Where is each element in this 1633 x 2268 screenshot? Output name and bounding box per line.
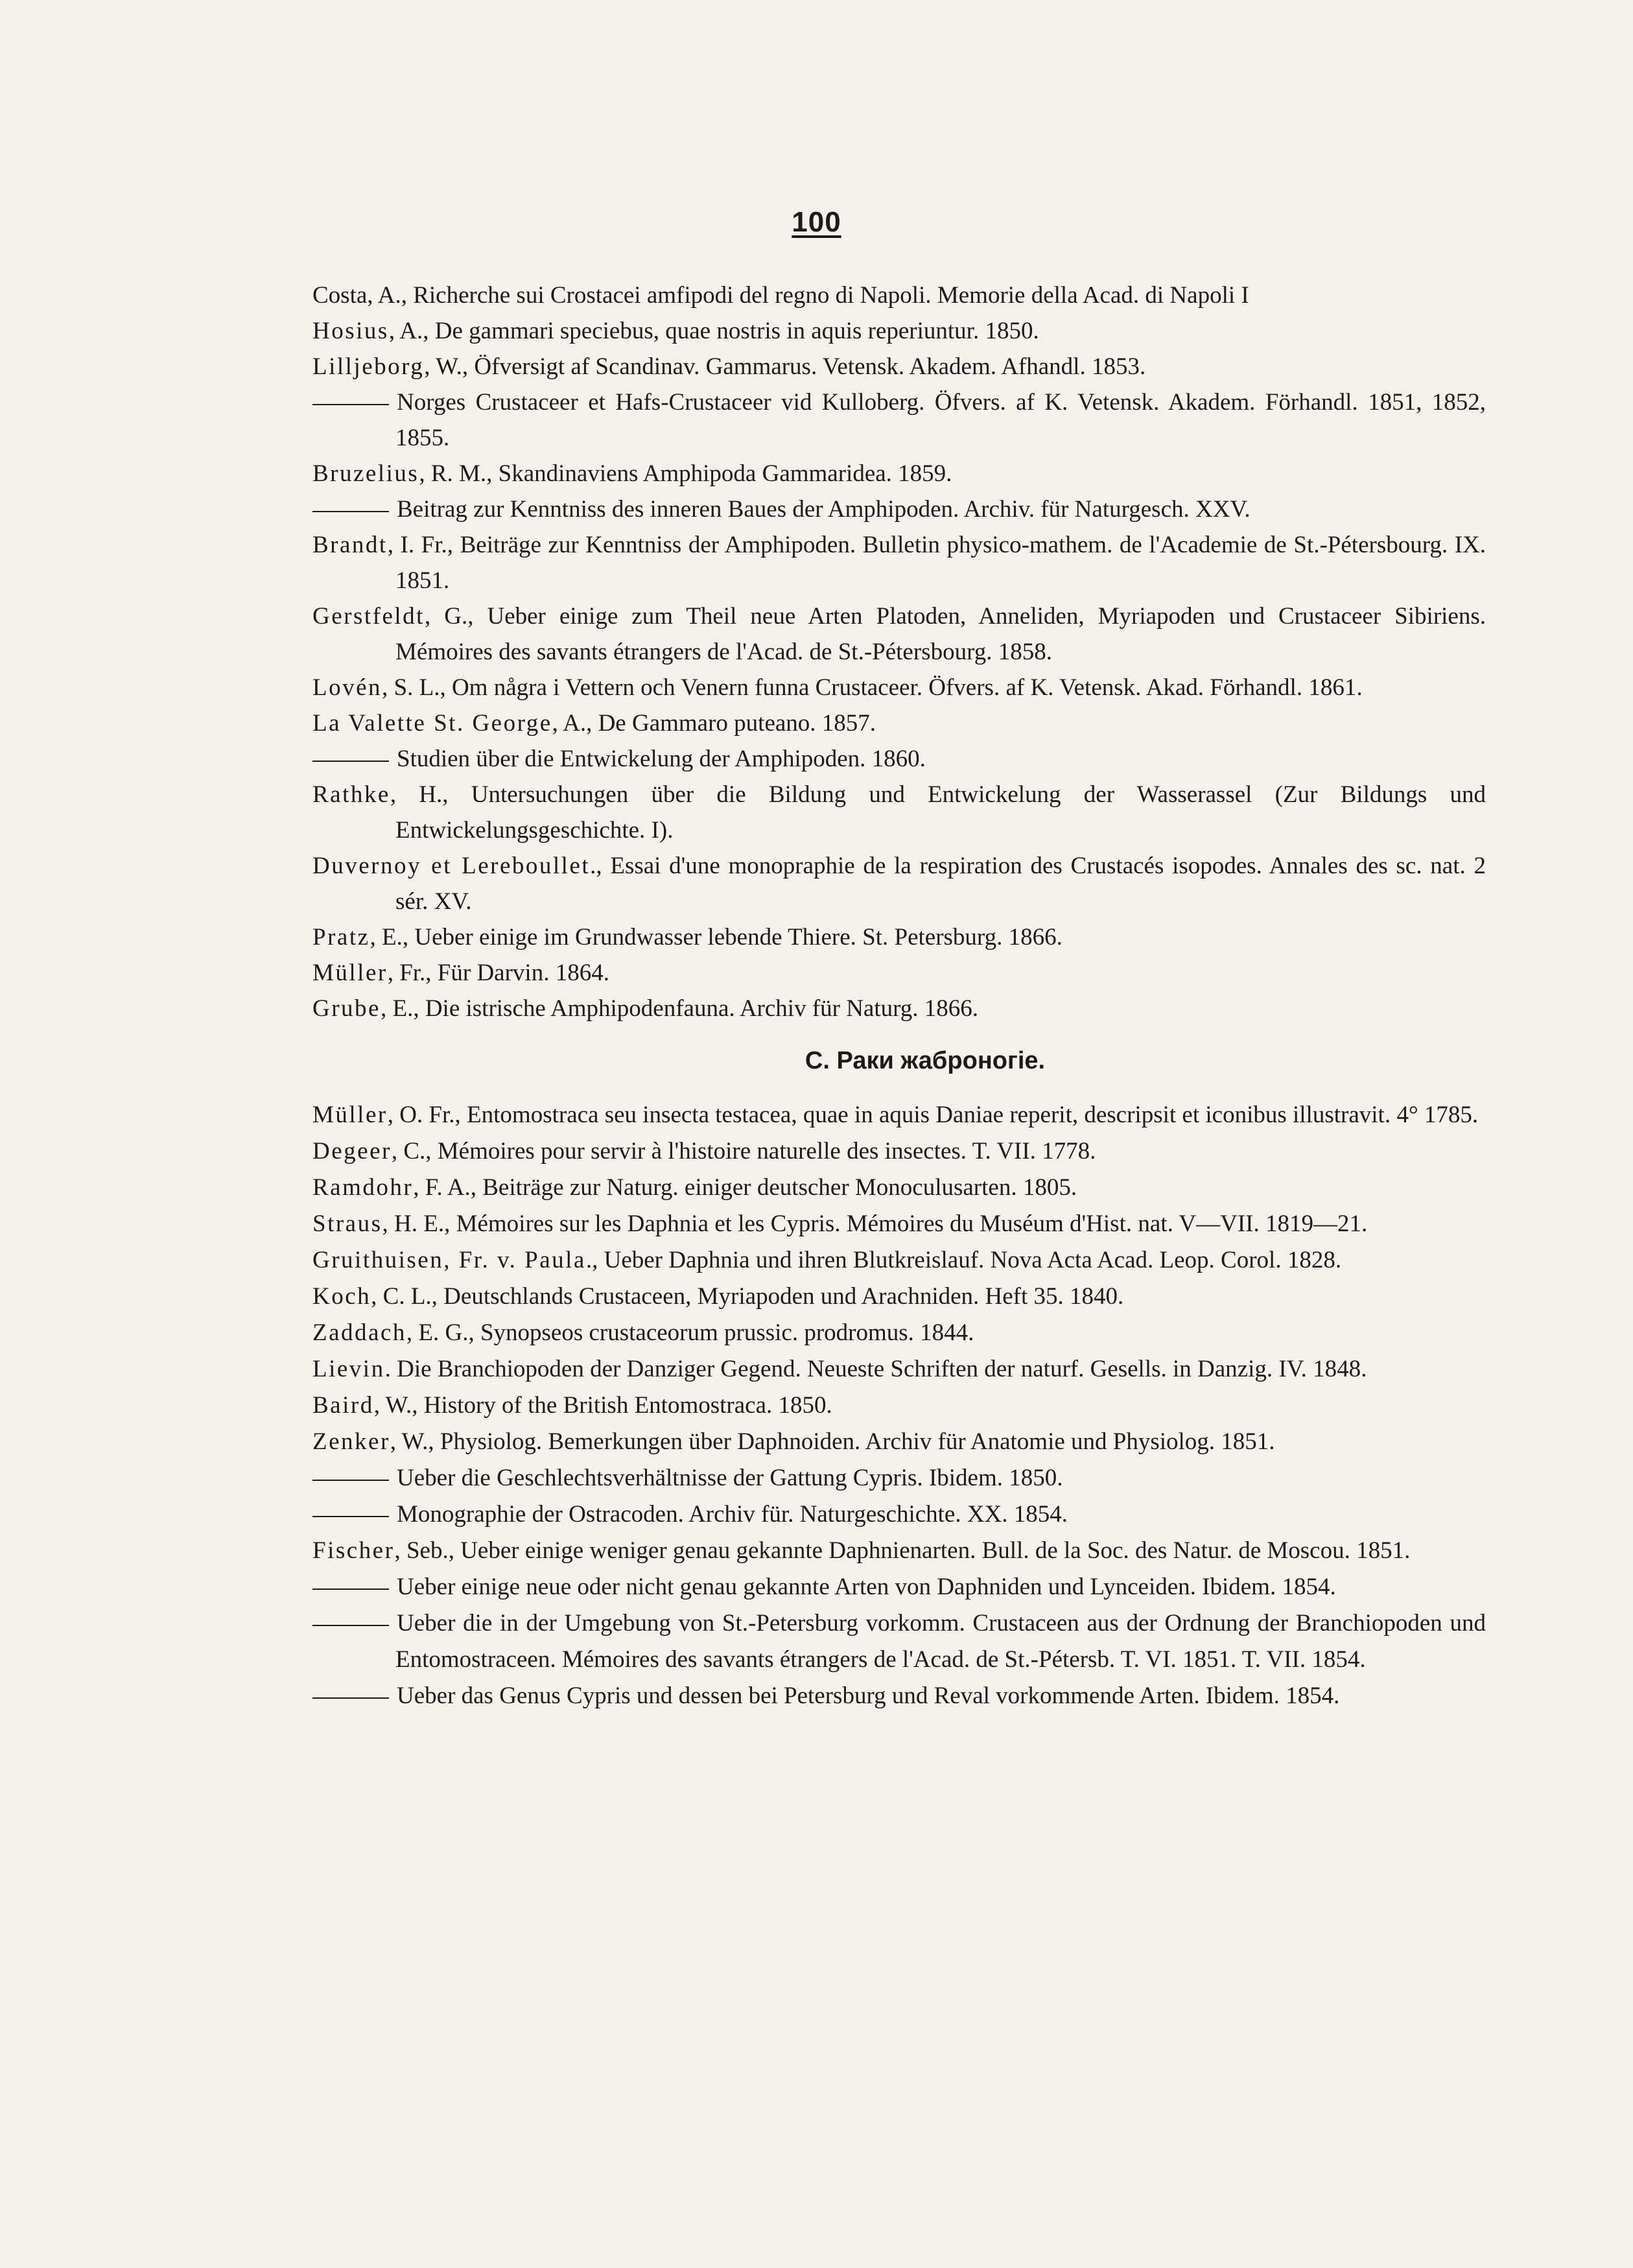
reference-entry	[312, 1170, 1486, 1206]
ditto-dash	[312, 1589, 389, 1590]
reference-author: Hosius	[312, 318, 389, 344]
reference-list-branchiopoda	[312, 1097, 1486, 1714]
reference-text: , Seb., Ueber einige weniger genau gekannte Daphnienarten. Bull. de la Soc. des Natur. de Moscou. 1851.	[394, 1537, 1411, 1564]
reference-text: , W., Physiolog. Bemerkungen über Daphnoiden. Archiv für Anatomie und Physiolog. 1851.	[390, 1428, 1275, 1455]
ditto-dash	[312, 1625, 389, 1626]
ditto-dash	[312, 1516, 389, 1517]
reference-text: , E., Die istrische Amphipodenfauna. Archiv für Naturg. 1866.	[380, 995, 979, 1022]
reference-text: , W., Öfversigt af Scandinav. Gammarus. Vetensk. Akadem. Afhandl. 1853.	[424, 353, 1146, 380]
reference-text: ., Ueber Daphnia und ihren Blutkreislauf. Nova Acta Acad. Leop. Corol. 1828.	[585, 1247, 1342, 1273]
reference-entry	[312, 598, 1486, 670]
reference-entry	[312, 384, 1486, 456]
reference-author: Zenker	[312, 1428, 390, 1455]
reference-entry	[312, 1133, 1486, 1170]
ditto-dash	[312, 1697, 389, 1699]
bibliography-column	[312, 278, 1486, 1714]
reference-entry	[312, 777, 1486, 848]
reference-entry	[312, 278, 1486, 313]
reference-author: Baird	[312, 1392, 374, 1419]
reference-author: Rathke	[312, 781, 390, 808]
reference-text: , C. L., Deutschlands Crustaceen, Myriapoden und Arachniden. Heft 35. 1840.	[371, 1283, 1124, 1310]
reference-text: , I. Fr., Beiträge zur Kenntniss der Amphipoden. Bulletin physico-mathem. de l'Academie de St.-Pétersbourg. IX. 1851.	[387, 532, 1486, 594]
reference-author: Gerstfeldt	[312, 603, 425, 630]
reference-text: , H., Untersuchungen über die Bildung und Entwickelung der Wasserassel (Zur Bildungs und Entwickelungsgeschichte. I).	[390, 781, 1486, 844]
reference-text: Ueber das Genus Cypris und dessen bei Petersburg und Reval vorkommende Arten. Ibidem. 1854.	[397, 1683, 1340, 1709]
reference-entry	[312, 1097, 1486, 1133]
reference-entry	[312, 1460, 1486, 1496]
reference-text: , C., Mémoires pour servir à l'histoire naturelle des insectes. T. VII. 1778.	[391, 1138, 1096, 1164]
reference-author: Straus	[312, 1211, 382, 1237]
ditto-dash	[312, 1480, 389, 1481]
reference-author: Lievin	[312, 1356, 385, 1382]
reference-text: Costa, A., Richerche sui Crostacei amfipodi del regno di Napoli. Memorie della Acad. di Napoli I	[312, 282, 1249, 309]
page-number: 100	[792, 206, 841, 238]
reference-author: Duvernoy et Lereboullet	[312, 853, 591, 879]
reference-entry	[312, 1388, 1486, 1424]
reference-text: Ueber einige neue oder nicht genau gekannte Arten von Daphniden und Lynceiden. Ibidem. 1854.	[397, 1574, 1336, 1600]
reference-text: , A., De gammari speciebus, quae nostris in aquis reperiuntur. 1850.	[388, 318, 1039, 344]
reference-text: Norges Crustaceer et Hafs-Crustaceer vid Kulloberg. Öfvers. af K. Vetensk. Akadem. Förhandl. 1851, 1852, 1855.	[395, 389, 1486, 451]
reference-entry	[312, 1279, 1486, 1315]
reference-text: , E. G., Synopseos crustaceorum prussic. prodromus. 1844.	[406, 1319, 974, 1346]
reference-entry	[312, 1315, 1486, 1351]
reference-author: Gruithuisen, Fr. v. Paula	[312, 1247, 586, 1273]
section-heading: C. Раки жаброногіе.	[805, 1047, 1046, 1074]
reference-entry	[312, 1496, 1486, 1533]
reference-author: Degeer	[312, 1138, 392, 1164]
reference-author: Brandt	[312, 532, 388, 558]
reference-text: , G., Ueber einige zum Theil neue Arten Platoden, Anneliden, Myriapoden und Crustaceer Sibiriens. Mémoires des savants étrangers de l'Acad. de St.-Pétersbourg. 1858.	[395, 603, 1486, 665]
reference-entry	[312, 741, 1486, 777]
reference-author: Pratz	[312, 924, 370, 951]
reference-entry	[312, 919, 1486, 955]
ditto-dash	[312, 511, 389, 512]
reference-text: Ueber die in der Umgebung von St.-Petersburg vorkomm. Crustaceen aus der Ordnung der Branchiopoden und Entomostraceen. Mémoires des savants étrangers de l'Acad. de St.-Pétersb. T. VI. 1851. T. VII. 1854.	[395, 1610, 1486, 1673]
reference-entry	[312, 456, 1486, 491]
reference-text: Studien über die Entwickelung der Amphipoden. 1860.	[397, 746, 926, 772]
reference-author: Fischer	[312, 1537, 395, 1564]
reference-entry	[312, 491, 1486, 527]
reference-author: Lovén	[312, 674, 382, 701]
reference-text: ., Essai d'une monopraphie de la respiration des Crustacés isopodes. Annales des sc. nat. 2 sér. XV.	[395, 853, 1486, 915]
ditto-dash	[312, 404, 389, 405]
reference-entry	[312, 670, 1486, 705]
reference-entry	[312, 1351, 1486, 1388]
reference-list-amphipoda	[312, 278, 1486, 1026]
reference-entry	[312, 1678, 1486, 1714]
reference-author: Lilljeborg	[312, 353, 425, 380]
reference-author: Zaddach	[312, 1319, 406, 1346]
reference-text: Ueber die Geschlechtsverhältnisse der Gattung Cypris. Ibidem. 1850.	[397, 1465, 1063, 1491]
reference-text: , E., Ueber einige im Grundwasser lebende Thiere. St. Petersburg. 1866.	[370, 924, 1063, 951]
reference-text: , O. Fr., Entomostraca seu insecta testacea, quae in aquis Daniae reperit, descripsit et iconibus illustravit. 4° 1785.	[387, 1102, 1479, 1128]
reference-entry	[312, 1242, 1486, 1279]
reference-entry	[312, 1569, 1486, 1605]
reference-text: Monographie der Ostracoden. Archiv für. Naturgeschichte. XX. 1854.	[397, 1501, 1068, 1528]
ditto-dash	[312, 761, 389, 762]
reference-entry	[312, 313, 1486, 349]
reference-entry	[312, 1605, 1486, 1678]
reference-entry	[312, 848, 1486, 919]
reference-entry	[312, 1533, 1486, 1569]
reference-text: Beitrag zur Kenntniss des inneren Baues der Amphipoden. Archiv. für Naturgesch. XXV.	[397, 496, 1251, 523]
reference-entry	[312, 1424, 1486, 1460]
reference-text: , H. E., Mémoires sur les Daphnia et les Cypris. Mémoires du Muséum d'Hist. nat. V—VII. 1819—21.	[382, 1211, 1368, 1237]
reference-entry	[312, 1206, 1486, 1242]
reference-text: , R. M., Skandinaviens Amphipoda Gammaridea. 1859.	[419, 460, 952, 487]
reference-author: La Valette St. George	[312, 710, 552, 737]
reference-author: Müller	[312, 960, 388, 986]
reference-entry	[312, 527, 1486, 598]
reference-text: , Fr., Für Darvin. 1864.	[387, 960, 609, 986]
reference-author: Bruzelius	[312, 460, 419, 487]
reference-text: , W., History of the British Entomostraca. 1850.	[373, 1392, 832, 1419]
reference-author: Koch	[312, 1283, 371, 1310]
reference-text: . Die Branchiopoden der Danziger Gegend. Neueste Schriften der naturf. Gesells. in Danzig. IV. 1848.	[384, 1356, 1367, 1382]
reference-author: Ramdohr	[312, 1174, 414, 1201]
reference-author: Grube	[312, 995, 381, 1022]
reference-entry	[312, 349, 1486, 384]
reference-text: , A., De Gammaro puteano. 1857.	[552, 710, 876, 737]
reference-entry	[312, 705, 1486, 741]
reference-entry	[312, 955, 1486, 991]
reference-text: , S. L., Om några i Vettern och Venern funna Crustaceer. Öfvers. af K. Vetensk. Akad. Förhandl. 1861.	[382, 674, 1363, 701]
reference-author: Müller	[312, 1102, 388, 1128]
reference-entry	[312, 991, 1486, 1026]
reference-text: , F. A., Beiträge zur Naturg. einiger deutscher Monoculusarten. 1805.	[413, 1174, 1077, 1201]
